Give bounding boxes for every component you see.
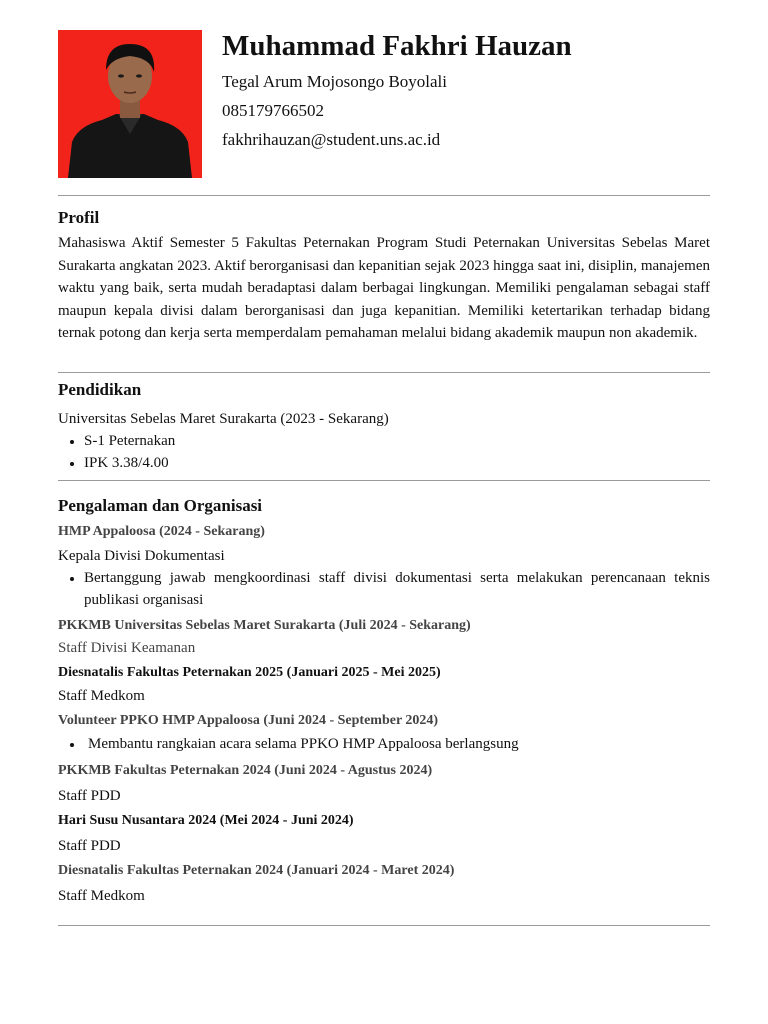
experience-org: Diesnatalis Fakultas Peternakan 2024 (Januari 2024 - Maret 2024): [58, 863, 455, 878]
divider: [58, 925, 710, 926]
pendidikan-section: [58, 379, 710, 474]
education-list: [58, 430, 710, 474]
list-item: Membantu rangkaian acara selama PPKO HMP Appaloosa berlangsung: [58, 733, 710, 755]
person-portrait-icon: [58, 30, 202, 178]
experience-org: Volunteer PPKO HMP Appaloosa (Juni 2024 - September 2024): [58, 713, 439, 728]
profil-section: [58, 207, 710, 345]
list-item: S-1 Peternakan: [58, 430, 710, 452]
experience-org: PKKMB Universitas Sebelas Maret Surakarta (Juli 2024 - Sekarang): [58, 618, 471, 633]
profil-text: Mahasiswa Aktif Semester 5 Fakultas Peternakan Program Studi Peternakan Universitas Sebelas Maret Surakarta angkatan 2023. Aktif berorganisasi dan kepanitian sejak 2023 hingga saat ini, disiplin, manajemen waktu yang baik, serta mudah beradaptasi dalam berbagai lingkungan. Memiliki pengalaman sebagai staff maupun kepala divisi dalam berorganisasi dan juga kepanitian. Memiliki ketertarikan terhadap bidang ternak potong dan kerja serta memperdalam pemahaman melalui bidang akademik maupun non akademik.: [58, 235, 710, 342]
experience-role: Kepala Divisi Dokumentasi: [58, 548, 225, 564]
profile-photo: [58, 30, 202, 178]
pengalaman-section: [58, 495, 710, 907]
divider: [58, 372, 710, 373]
experience-role: Staff Medkom: [58, 888, 145, 904]
experience-org: PKKMB Fakultas Peternakan 2024 (Juni 2024 - Agustus 2024): [58, 763, 433, 778]
list-item: Bertanggung jawab mengkoordinasi staff divisi dokumentasi serta melakukan perencanaan teknis publikasi organisasi: [58, 567, 710, 611]
resume-header: [58, 30, 710, 178]
email-address[interactable]: fakhrihauzan@student.uns.ac.id: [222, 130, 441, 149]
experience-role: Staff Medkom: [58, 688, 145, 704]
contact-info: [222, 30, 572, 154]
phone-number: 085179766502: [222, 101, 324, 120]
experience-org: Diesnatalis Fakultas Peternakan 2025 (Januari 2025 - Mei 2025): [58, 665, 441, 680]
education-institution: Universitas Sebelas Maret Surakarta (2023 - Sekarang): [58, 411, 389, 427]
section-title-pendidikan: Pendidikan: [58, 380, 142, 399]
experience-bullets: [58, 567, 710, 611]
section-title-profil: Profil: [58, 208, 100, 227]
experience-role: Staff PDD: [58, 788, 121, 804]
experience-org: HMP Appaloosa (2024 - Sekarang): [58, 524, 265, 539]
experience-bullets: [58, 733, 710, 755]
divider: [58, 195, 710, 196]
experience-role: Staff Divisi Keamanan: [58, 640, 196, 656]
list-item: IPK 3.38/4.00: [58, 452, 710, 474]
experience-role: Staff PDD: [58, 838, 121, 854]
full-name: Muhammad Fakhri Hauzan: [222, 30, 572, 62]
divider: [58, 480, 710, 481]
address: Tegal Arum Mojosongo Boyolali: [222, 72, 447, 91]
section-title-pengalaman: Pengalaman dan Organisasi: [58, 496, 263, 515]
experience-org: Hari Susu Nusantara 2024 (Mei 2024 - Juni 2024): [58, 813, 354, 828]
